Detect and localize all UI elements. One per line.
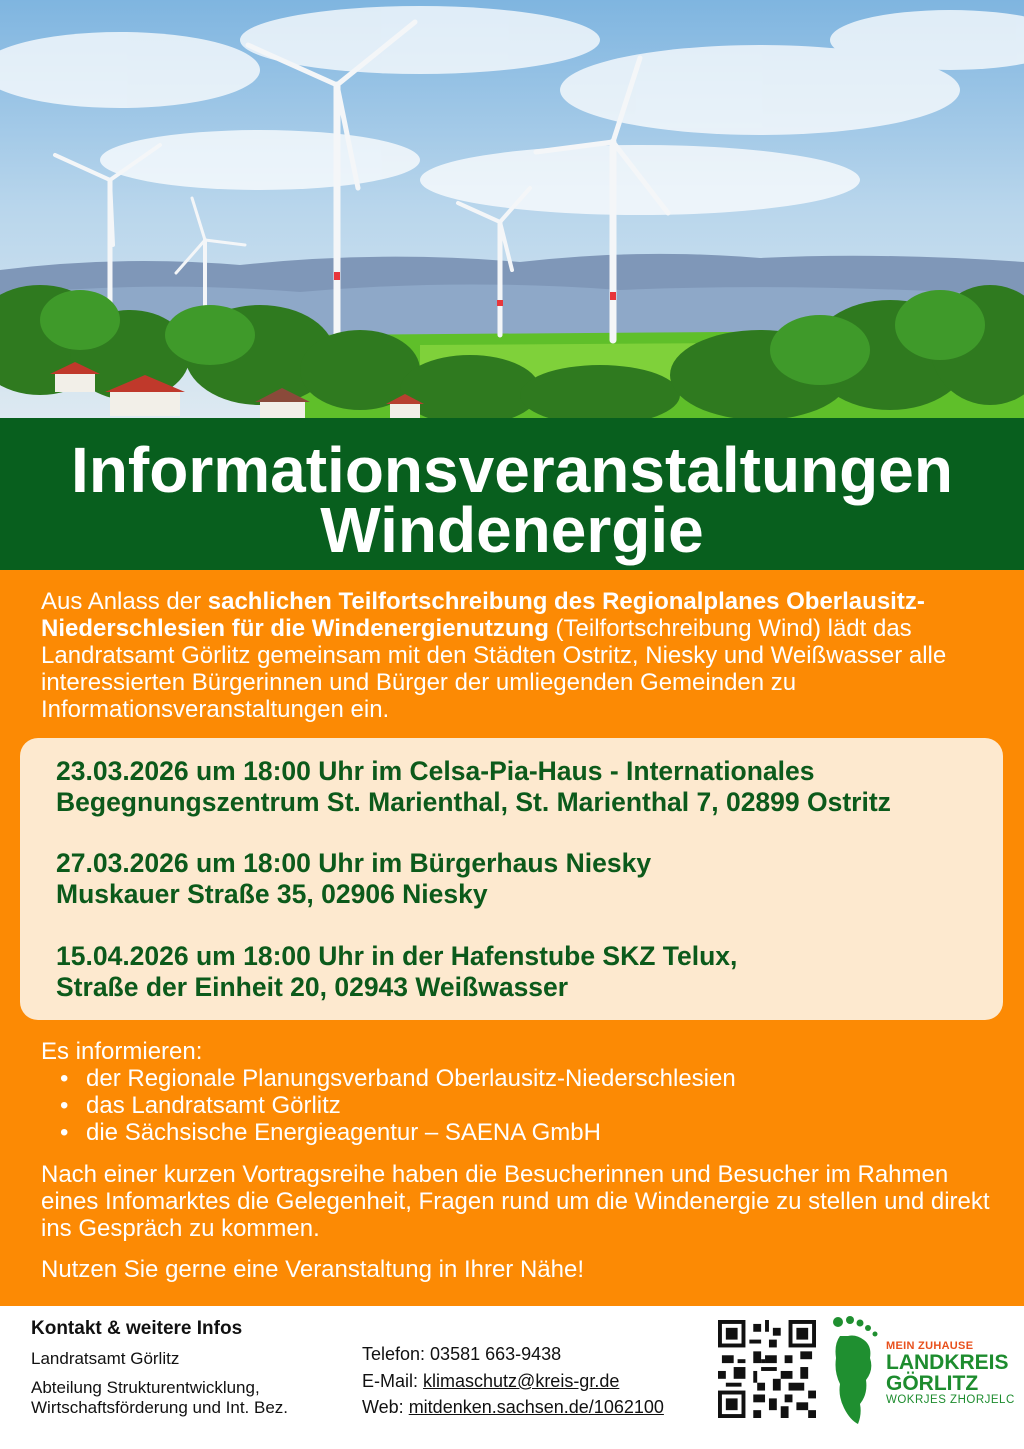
closing-line: Nutzen Sie gerne eine Veranstaltung in Ihrer Nähe! (41, 1256, 585, 1283)
event-date-venue: 27.03.2026 um 18:00 Uhr im Bürgerhaus Niesky (56, 848, 652, 878)
department (31, 1378, 288, 1418)
event-item (56, 941, 737, 1003)
title-banner (0, 418, 1024, 570)
informers-section (41, 1038, 991, 1146)
department-line2: Wirtschaftsförderung und Int. Bez. (31, 1398, 289, 1417)
contact-heading: Kontakt & weitere Infos (31, 1318, 243, 1339)
department-line1: Abteilung Strukturentwicklung, (31, 1378, 260, 1397)
hero-photo-wind-turbines (0, 0, 1024, 418)
phone-label: Telefon: (362, 1344, 431, 1364)
qr-code-icon[interactable] (718, 1320, 816, 1418)
landkreis-goerlitz-logo (886, 1340, 1015, 1406)
event-item (56, 756, 891, 818)
email-line (362, 1371, 619, 1391)
phone-line (362, 1344, 561, 1364)
logo-tagline: MEIN ZUHAUSE (886, 1340, 974, 1352)
email-link[interactable]: klimaschutz@kreis-gr.de (423, 1371, 620, 1391)
intro-pre: Aus Anlass der (41, 588, 208, 615)
phone-number: 03581 663-9438 (430, 1344, 562, 1364)
office-name: Landratsamt Görlitz (31, 1349, 180, 1368)
email-label: E-Mail: (362, 1371, 424, 1391)
web-line (362, 1397, 664, 1417)
list-item: • der Regionale Planungsverband Oberlausitz-Niederschlesien (86, 1065, 991, 1092)
logo-name-line1: LANDKREIS (886, 1351, 1009, 1374)
event-address: Straße der Einheit 20, 02943 Weißwasser (56, 972, 569, 1002)
list-item: • die Sächsische Energieagentur – SAENA GmbH (86, 1119, 991, 1146)
infomarkt-paragraph: Nach einer kurzen Vortragsreihe haben die Besucherinnen und Besucher im Rahmen eines Infomarktes die Gelegenheit, Fragen rund um die Windenergie zu stellen und direkt ins Gespräch zu kommen. (41, 1161, 990, 1242)
events-box (20, 738, 1003, 1020)
page-title-line2: Windenergie (320, 494, 704, 566)
logo-name-line2: GÖRLITZ (886, 1372, 979, 1395)
event-address: Begegnungszentrum St. Marienthal, St. Marienthal 7, 02899 Ostritz (56, 787, 891, 817)
landkreis-goerlitz-footprint-icon (828, 1314, 883, 1426)
logo-sorbian-name: WOKRJES ZHORJELC (886, 1394, 1015, 1406)
event-item (56, 848, 651, 910)
event-date-venue: 15.04.2026 um 18:00 Uhr in der Hafenstube SKZ Telux, (56, 941, 738, 971)
web-label: Web: (362, 1397, 409, 1417)
informers-heading: Es informieren: (41, 1038, 203, 1065)
page-title-line1: Informationsveranstaltungen (71, 434, 953, 506)
intro-post: (Teilfortschreibung Wind) lädt das Landratsamt Görlitz gemeinsam mit den Städten Ostritz, Niesky und Weißwasser alle interessierten Bürgerinnen und Bürger der umliegenden Gemeinden zu Informationsveranstaltungen ein. (41, 615, 947, 723)
intro-bold: sachlichen Teilfortschreibung des Regionalplanes Oberlausitz-Niederschlesien für die Windenergienutzung (41, 588, 925, 642)
event-date-venue: 23.03.2026 um 18:00 Uhr im Celsa-Pia-Haus - Internationales (56, 756, 815, 786)
list-item: • das Landratsamt Görlitz (86, 1092, 991, 1119)
event-address: Muskauer Straße 35, 02906 Niesky (56, 879, 488, 909)
web-link[interactable]: mitdenken.sachsen.de/1062100 (408, 1397, 664, 1417)
informers-list (41, 1065, 991, 1146)
content-section (0, 570, 1024, 1306)
intro-paragraph (41, 588, 996, 723)
footer (0, 1306, 1024, 1449)
wind-turbine-landscape-image (0, 0, 1024, 418)
